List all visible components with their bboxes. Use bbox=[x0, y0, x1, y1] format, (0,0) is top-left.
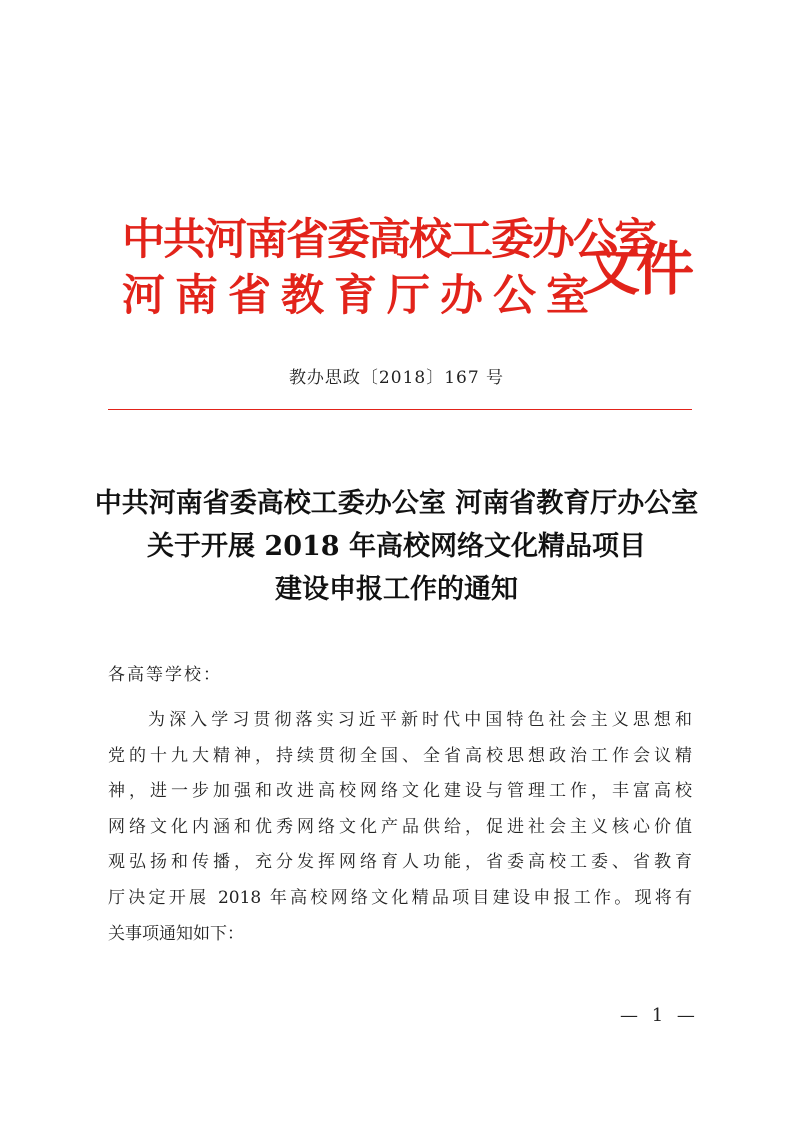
body-line: 观弘扬和传播，充分发挥网络育人功能，省委高校工委、省教育 bbox=[108, 852, 692, 873]
body-paragraph bbox=[108, 703, 692, 952]
title-line-2: 关于开展 2018 年高校网络文化精品项目 bbox=[147, 531, 646, 562]
title-line-3: 建设申报工作的通知 bbox=[275, 574, 518, 605]
issuing-org-line-2: 河南省教育厅办公室 bbox=[122, 271, 599, 321]
body-line: 网络文化内涵和优秀网络文化产品供给，促进社会主义核心价值 bbox=[108, 816, 692, 837]
notice-title bbox=[60, 482, 733, 611]
addressee: 各高等学校： bbox=[108, 665, 222, 685]
body-line: 为深入学习贯彻落实习近平新时代中国特色社会主义思想和 bbox=[148, 710, 692, 730]
document-number: 教办思政〔2018〕167 号 bbox=[288, 368, 505, 388]
body-line: 关事项通知如下： bbox=[108, 923, 244, 944]
document-type-label: 文件 bbox=[582, 235, 691, 303]
body-line: 神，进一步加强和改进高校网络文化建设与管理工作，丰富高校 bbox=[108, 781, 692, 802]
issuing-org-line-1: 中共河南省委高校工委办公室 bbox=[122, 215, 655, 265]
body-line: 厅决定开展 2018 年高校网络文化精品项目建设申报工作。现将有 bbox=[108, 887, 692, 908]
page-number: — 1 — bbox=[620, 1005, 699, 1026]
document-header bbox=[122, 212, 691, 332]
body-line: 党的十九大精神，持续贯彻全国、全省高校思想政治工作会议精 bbox=[108, 745, 692, 766]
red-divider-line bbox=[108, 409, 692, 410]
title-line-1: 中共河南省委高校工委办公室 河南省教育厅办公室 bbox=[94, 488, 699, 519]
